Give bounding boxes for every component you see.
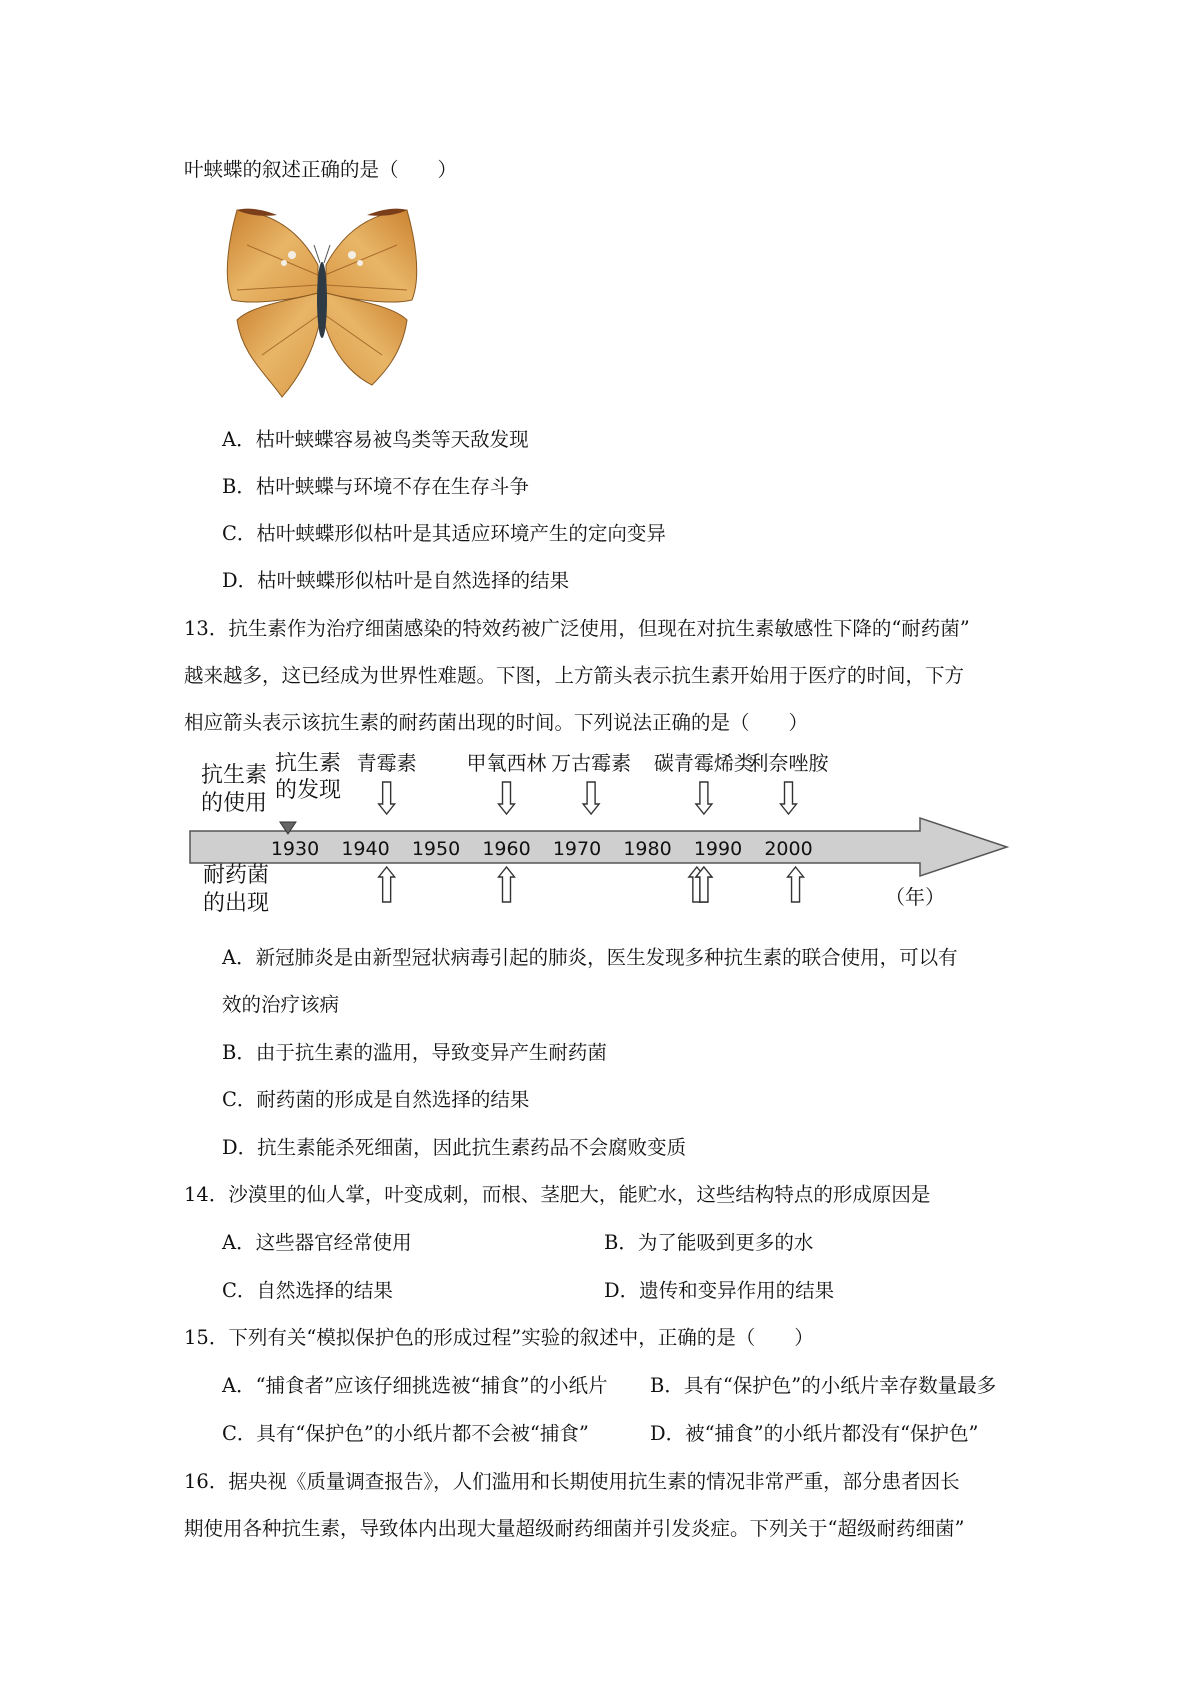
q13-stem-line-1: 13．抗生素作为治疗细菌感染的特效药被广泛使用，但现在对抗生素敏感性下降的“耐药菌” xyxy=(184,617,970,640)
tick-label-1960: 1960 xyxy=(482,838,531,860)
q16-stem-line-1: 16．据央视《质量调查报告》，人们滥用和长期使用抗生素的情况非常严重，部分患者因长 xyxy=(184,1470,960,1493)
q15-option-b: B．具有“保护色”的小纸片幸存数量最多 xyxy=(650,1374,997,1397)
q13-stem-line-2: 越来越多，这已经成为世界性难题。下图，上方箭头表示抗生素开始用于医疗的时间，下方 xyxy=(184,664,965,687)
q13-option-d: D．抗生素能杀死细菌，因此抗生素药品不会腐败变质 xyxy=(222,1136,687,1159)
q15-option-d: D．被“捕食”的小纸片都没有“保护色” xyxy=(650,1422,979,1445)
q13-option-c: C．耐药菌的形成是自然选择的结果 xyxy=(222,1088,530,1111)
resistance-arrow-0-0 xyxy=(379,867,395,902)
q14-option-d: D．遗传和变异作用的结果 xyxy=(604,1279,835,1302)
q16-stem-line-2: 期使用各种抗生素，导致体内出现大量超级耐药细菌并引发炎症。下列关于“超级耐药细菌” xyxy=(184,1517,965,1540)
antibiotic-label-2: 万古霉素 xyxy=(551,752,632,775)
label-resist-1: 耐药菌 xyxy=(203,863,270,888)
q12-stem: 叶蛱蝶的叙述正确的是（ ） xyxy=(184,158,458,181)
q15-option-c: C．具有“保护色”的小纸片都不会被“捕食” xyxy=(222,1422,589,1445)
q14-option-c: C．自然选择的结果 xyxy=(222,1279,393,1302)
tick-label-2000: 2000 xyxy=(764,838,813,860)
resistance-arrow-1-0 xyxy=(499,867,515,902)
q13-stem-line-3: 相应箭头表示该抗生素的耐药菌出现的时间。下列说法正确的是（ ） xyxy=(184,711,809,734)
tick-label-1980: 1980 xyxy=(623,838,672,860)
label-use-1: 抗生素 xyxy=(201,763,268,788)
resistance-arrow-4-0 xyxy=(788,867,804,902)
antibiotic-label-1: 甲氧西林 xyxy=(466,752,547,775)
antibiotic-label-4: 利奈唑胺 xyxy=(748,752,829,775)
tick-label-1930: 1930 xyxy=(270,838,320,860)
q12-option-d: D．枯叶蛱蝶形似枯叶是自然选择的结果 xyxy=(222,569,570,592)
q12-option-c: C．枯叶蛱蝶形似枯叶是其适应环境产生的定向变异 xyxy=(222,522,666,545)
antibiotic-timeline xyxy=(185,752,1025,912)
antibiotic-label-3: 碳青霉烯类 xyxy=(653,752,754,775)
q12-option-a: A．枯叶蛱蝶容易被鸟类等天敌发现 xyxy=(222,428,529,451)
use-arrow-2 xyxy=(583,782,599,814)
q13-option-a-line-2: 效的治疗该病 xyxy=(222,993,340,1016)
label-resist-2: 的出现 xyxy=(203,891,270,912)
antibiotic-label-0: 青霉素 xyxy=(356,752,417,775)
tick-label-1950: 1950 xyxy=(411,838,461,860)
unit-label: （年） xyxy=(885,885,945,909)
q13-option-b: B．由于抗生素的滥用，导致变异产生耐药菌 xyxy=(222,1041,607,1064)
q14-option-a: A．这些器官经常使用 xyxy=(222,1231,412,1254)
q12-option-b: B．枯叶蛱蝶与环境不存在生存斗争 xyxy=(222,475,529,498)
q14-option-b: B．为了能吸到更多的水 xyxy=(604,1231,814,1254)
use-arrow-0 xyxy=(379,782,395,814)
dead-leaf-butterfly-image xyxy=(222,205,422,400)
use-arrow-4 xyxy=(781,782,797,814)
tick-label-1970: 1970 xyxy=(552,838,602,860)
q13-option-a-line-1: A．新冠肺炎是由新型冠状病毒引起的肺炎，医生发现多种抗生素的联合使用，可以有 xyxy=(222,946,958,969)
q15-stem: 15．下列有关“模拟保护色的形成过程”实验的叙述中，正确的是（ ） xyxy=(184,1326,814,1349)
use-arrow-3 xyxy=(696,782,712,814)
label-use-2: 的使用 xyxy=(201,791,268,816)
label-discovery-1: 抗生素 xyxy=(275,752,342,776)
q14-stem: 14．沙漠里的仙人掌，叶变成刺，而根、茎肥大，能贮水，这些结构特点的形成原因是 xyxy=(184,1183,931,1206)
use-arrow-1 xyxy=(499,782,515,814)
tick-label-1940: 1940 xyxy=(341,838,390,860)
tick-label-1990: 1990 xyxy=(693,838,743,860)
q15-option-a: A．“捕食者”应该仔细挑选被“捕食”的小纸片 xyxy=(222,1374,608,1397)
label-discovery-2: 的发现 xyxy=(275,778,342,803)
